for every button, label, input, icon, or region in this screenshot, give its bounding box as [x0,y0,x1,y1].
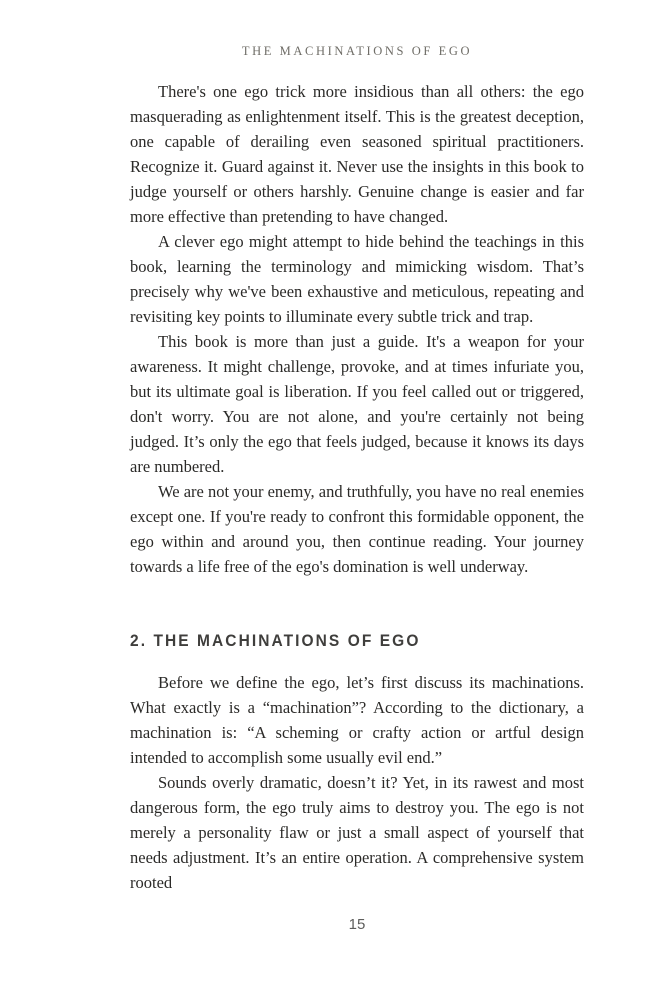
body-paragraph: Before we define the ego, let’s first discuss its machinations. What exactly is a “machination”? According to the dictionary, a machination is: “A scheming or crafty action or artful design intended to accomplish some usually evil end.” [130,673,584,767]
page-number: 15 [348,916,366,933]
body-paragraph: There's one ego trick more insidious than all others: the ego masquerading as enlightenment itself. This is the greatest deception, one capable of derailing even seasoned spiritual practitioners. Recognize it. Guard against it. Never use the insights in this book to judge yourself or others harshly. Genuine change is easier and far more effective than pretending to have changed. [130,82,584,226]
body-paragraph: We are not your enemy, and truthfully, you have no real enemies except one. If you're ready to confront this formidable opponent, the ego within and around you, then continue reading. Your journey towards a life free of the ego's domination is well underway. [130,482,584,576]
running-head: THE MACHINATIONS OF EGO [241,44,473,58]
section-heading: 2. THE MACHINATIONS OF EGO [130,632,421,650]
body-paragraph: A clever ego might attempt to hide behind the teachings in this book, learning the terminology and mimicking wisdom. That’s precisely why we've been exhaustive and meticulous, repeating and revisiting key points to illuminate every subtle trick and trap. [130,232,584,326]
body-paragraph: Sounds overly dramatic, doesn’t it? Yet, in its rawest and most dangerous form, the ego truly aims to destroy you. The ego is not merely a personality flaw or just a small aspect of yourself that needs adjustment. It’s an entire operation. A comprehensive system rooted [130,773,584,892]
text-block [130,79,584,895]
body-paragraph: This book is more than just a guide. It's a weapon for your awareness. It might challenge, provoke, and at times infuriate you, but its ultimate goal is liberation. If you feel called out or triggered, don't worry. You are not alone, and you're certainly not being judged. It’s only the ego that feels judged, because it knows its days are numbered. [130,332,584,476]
